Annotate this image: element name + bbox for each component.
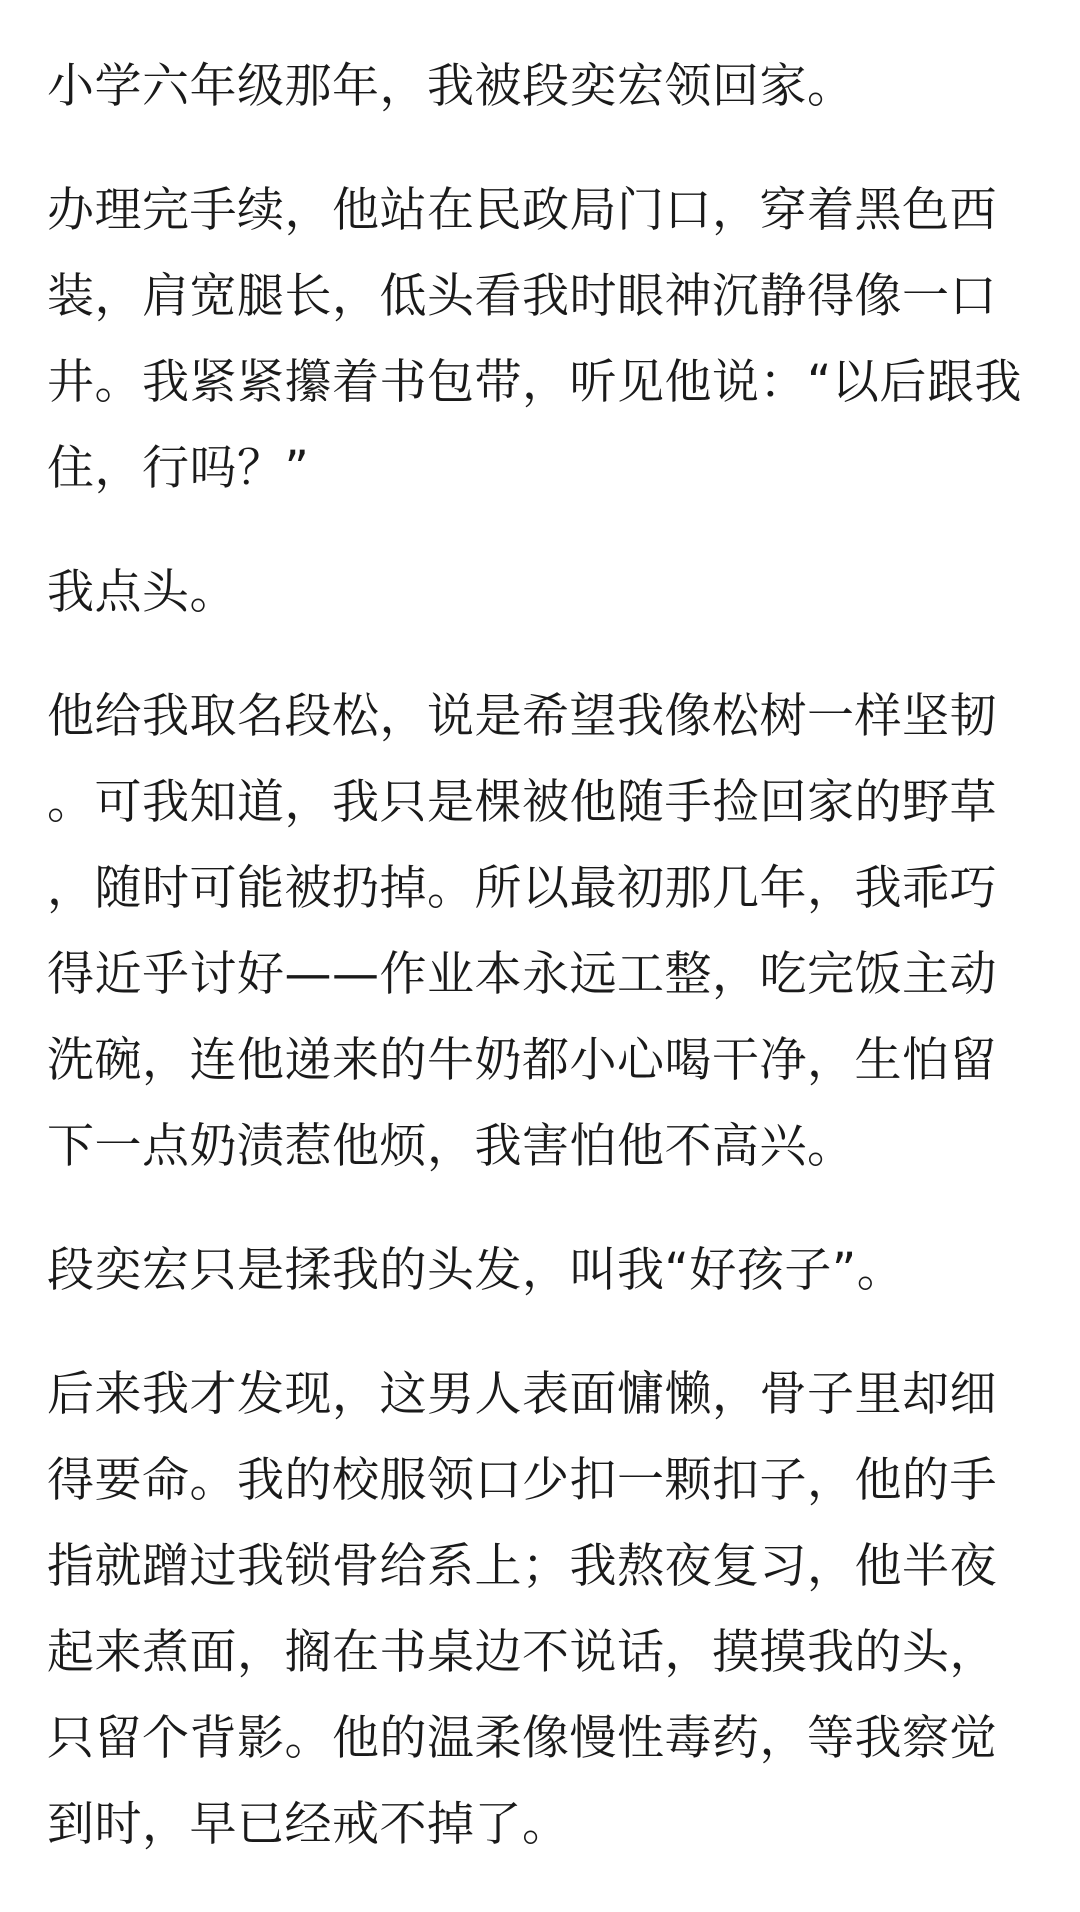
paragraph: 段奕宏只是揉我的头发，叫我“好孩子”。 [47,1243,905,1298]
paragraph: 办理完手续，他站在民政局门口，穿着黑色西装，肩宽腿长，低头看我时眼神沉静得像一口井。我紧紧攥着书包带，听见他说：“以后跟我住，行吗？” [47,183,1022,496]
paragraph: 他给我取名段松，说是希望我像松树一样坚韧。可我知道，我只是棵被他随手捡回家的野草，随时可能被扔掉。所以最初那几年，我乖巧得近乎讨好——作业本永远工整，吃完饭主动洗碗，连他递来的牛奶都小心喝干净，生怕留下一点奶渍惹他烦，我害怕他不高兴。 [47,689,997,1174]
paragraph: 我点头。 [47,565,237,620]
paragraph: 后来我才发现，这男人表面慵懒，骨子里却细得要命。我的校服领口少扣一颗扣子，他的手指就蹭过我锁骨给系上；我熬夜复习，他半夜起来煮面，搁在书桌边不说话，摸摸我的头，只留个背影。他的温柔像慢性毒药，等我察觉到时，早已经戒不掉了。 [47,1367,997,1852]
paragraph: 小学六年级那年，我被段奕宏领回家。 [47,59,855,114]
